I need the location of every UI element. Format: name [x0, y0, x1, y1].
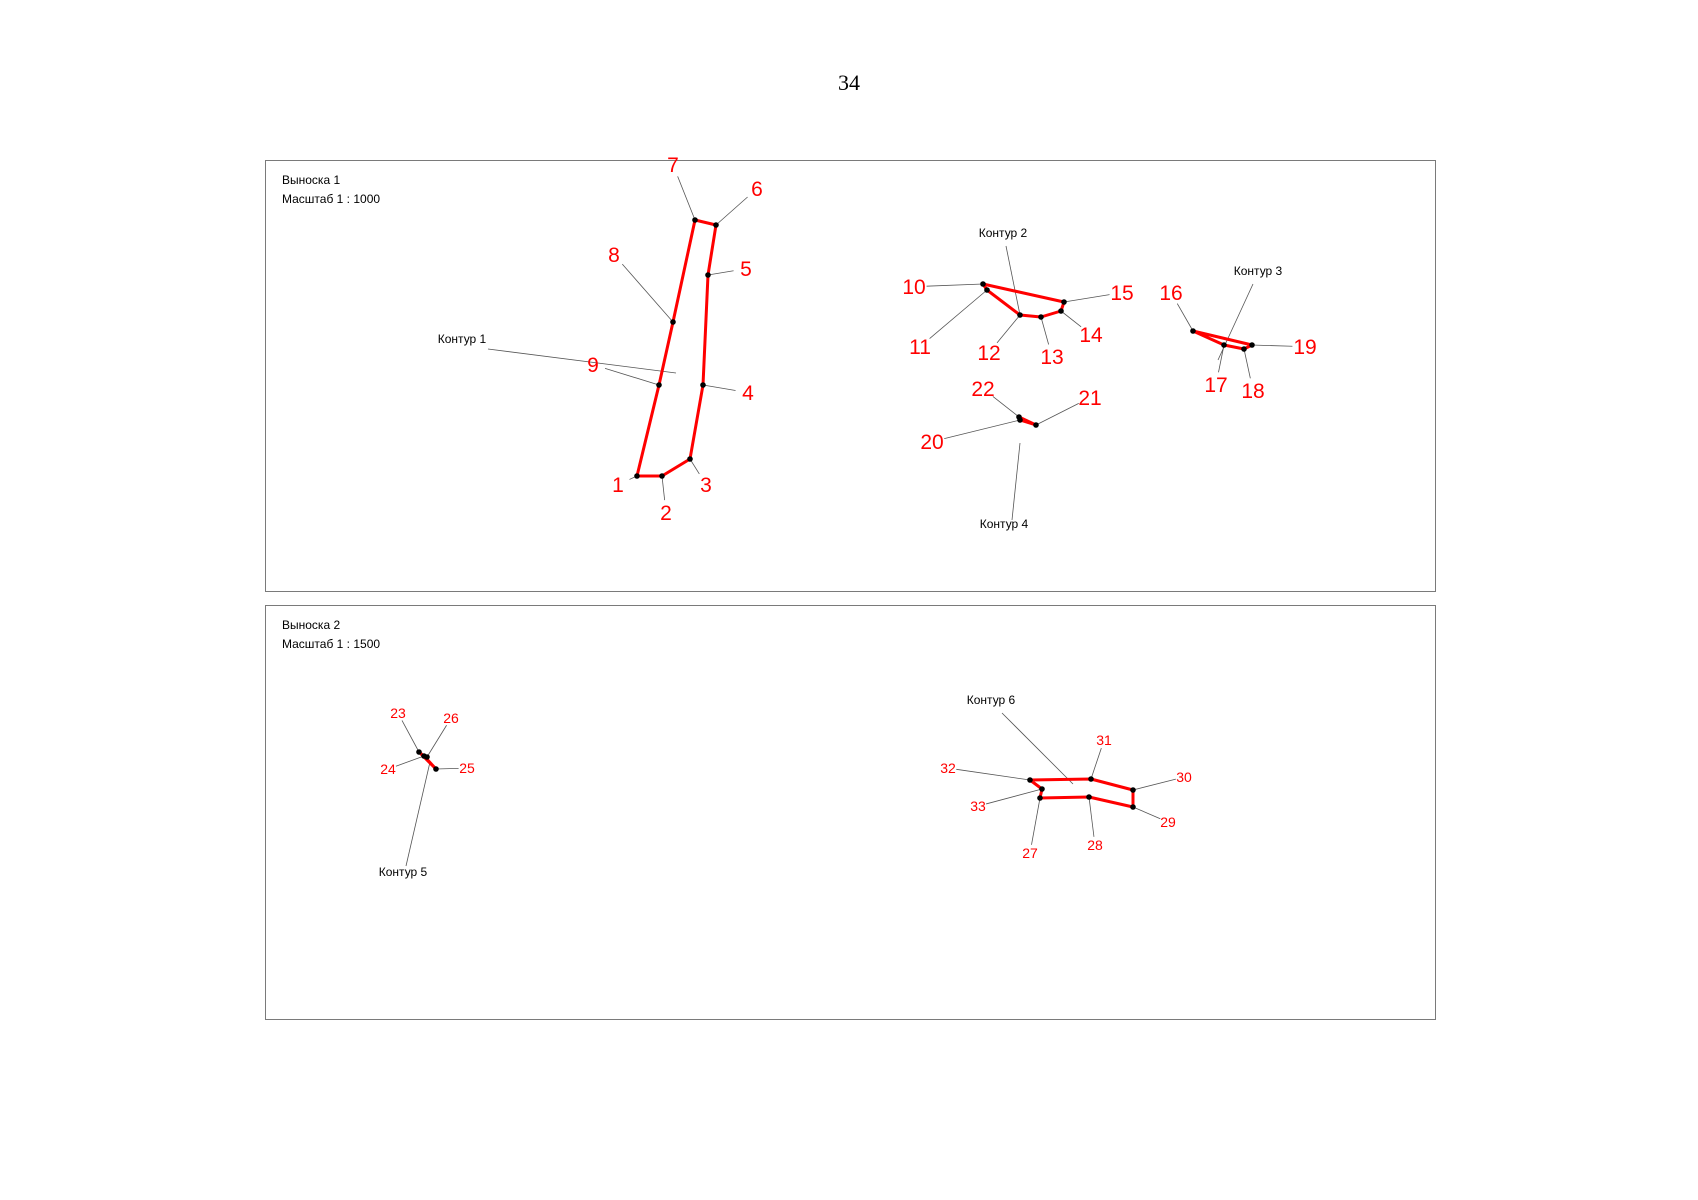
point-number-label: 26	[443, 710, 459, 726]
page-number: 34	[838, 70, 860, 95]
point-number-label: 3	[700, 474, 712, 497]
point-number-label: 18	[1241, 380, 1265, 403]
vertex-point	[1058, 308, 1064, 314]
contour-boundary	[637, 220, 716, 476]
point-leader-line	[703, 385, 736, 391]
point-number-label: 6	[751, 178, 763, 201]
vertex-point	[659, 473, 665, 479]
point-leader-line	[1177, 304, 1193, 331]
point-leader-line	[956, 769, 1030, 780]
point-number-label: 7	[667, 154, 679, 177]
point-number-label: 15	[1110, 282, 1134, 305]
vertex-point	[1039, 786, 1045, 792]
point-number-label: 22	[971, 378, 995, 401]
point-number-label: 25	[459, 760, 475, 776]
vertex-point	[1061, 299, 1067, 305]
contour-leader-line	[406, 762, 430, 866]
point-leader-line	[605, 368, 659, 385]
callout-2-title: Выноска 2	[282, 618, 341, 632]
vertex-point	[416, 749, 422, 755]
callout-1-title: Выноска 1	[282, 173, 341, 187]
contour-name-label: Контур 1	[437, 332, 487, 346]
contour-leader-line	[1002, 713, 1073, 784]
vertex-point	[634, 473, 640, 479]
vertex-point	[984, 287, 990, 293]
point-number-label: 4	[742, 382, 754, 405]
point-leader-line	[930, 290, 987, 339]
contour-boundary	[1030, 779, 1133, 807]
point-number-label: 8	[608, 244, 620, 267]
vertex-point	[1017, 312, 1023, 318]
point-number-label: 28	[1087, 837, 1103, 853]
callout-2-scale: Масштаб 1 : 1500	[282, 637, 381, 651]
vertex-point	[1249, 342, 1255, 348]
vertex-point	[1130, 787, 1136, 793]
vertex-point	[433, 766, 439, 772]
point-number-label: 2	[660, 502, 672, 525]
point-leader-line	[708, 271, 734, 275]
contour-name-label: Контур 2	[978, 226, 1028, 240]
vertex-point	[1016, 414, 1022, 420]
vertex-point	[980, 281, 986, 287]
point-leader-line	[1244, 349, 1250, 378]
point-number-label: 21	[1078, 387, 1102, 410]
vertex-point	[1190, 328, 1196, 334]
point-leader-line	[427, 725, 447, 757]
point-number-label: 24	[380, 761, 396, 777]
point-number-label: 27	[1022, 845, 1038, 861]
contour-leader-line	[488, 349, 676, 373]
vertex-point	[1033, 422, 1039, 428]
vertex-point	[1086, 794, 1092, 800]
point-number-label: 5	[740, 258, 752, 281]
vertex-point	[1088, 776, 1094, 782]
point-leader-line	[1041, 317, 1049, 345]
contour-name-label: Контур 6	[966, 693, 1016, 707]
point-leader-line	[993, 396, 1019, 417]
point-leader-line	[1032, 798, 1041, 845]
point-leader-line	[1061, 311, 1081, 327]
contour-boundary	[983, 284, 1064, 317]
vertex-point	[705, 272, 711, 278]
vertex-point	[687, 456, 693, 462]
vertex-point	[1130, 804, 1136, 810]
point-leader-line	[1133, 779, 1176, 790]
point-number-label: 13	[1040, 346, 1064, 369]
point-leader-line	[622, 264, 673, 322]
point-leader-line	[716, 197, 748, 225]
point-leader-line	[997, 315, 1020, 343]
point-number-label: 30	[1176, 769, 1192, 785]
contour-name-label: Контур 3	[1233, 264, 1283, 278]
contour-name-label: Контур 4	[979, 517, 1029, 531]
point-leader-line	[402, 720, 419, 752]
point-number-label: 10	[902, 276, 926, 299]
point-leader-line	[436, 768, 459, 769]
contour-name-label: Контур 5	[378, 865, 428, 879]
point-leader-line	[1091, 748, 1101, 779]
point-leader-line	[1089, 797, 1094, 837]
vertex-point	[670, 319, 676, 325]
point-number-label: 32	[940, 760, 956, 776]
point-number-label: 16	[1159, 282, 1183, 305]
point-leader-line	[986, 789, 1042, 804]
point-number-label: 33	[970, 798, 986, 814]
point-leader-line	[662, 476, 665, 500]
point-leader-line	[944, 420, 1020, 439]
point-number-label: 11	[909, 336, 931, 359]
point-leader-line	[927, 284, 983, 286]
vertex-point	[700, 382, 706, 388]
point-number-label: 29	[1160, 814, 1176, 830]
point-leader-line	[1064, 295, 1110, 302]
point-number-label: 23	[390, 705, 406, 721]
point-number-label: 19	[1293, 336, 1317, 359]
vertex-point	[692, 217, 698, 223]
vertex-point	[713, 222, 719, 228]
point-leader-line	[1218, 345, 1224, 372]
point-number-label: 9	[587, 354, 599, 377]
point-number-label: 12	[977, 342, 1001, 365]
vertex-point	[424, 754, 430, 760]
point-number-label: 1	[612, 474, 624, 497]
point-number-label: 14	[1079, 324, 1103, 347]
contour-leader-line	[1012, 443, 1020, 520]
point-leader-line	[396, 756, 424, 766]
point-leader-line	[1133, 807, 1160, 819]
point-number-label: 31	[1096, 732, 1112, 748]
vertex-point	[656, 382, 662, 388]
vertex-point	[1241, 346, 1247, 352]
callout-1-scale: Масштаб 1 : 1000	[282, 192, 381, 206]
point-leader-line	[1252, 345, 1292, 346]
vertex-point	[1037, 795, 1043, 801]
vertex-point	[1221, 342, 1227, 348]
point-number-label: 17	[1204, 374, 1228, 397]
vertex-point	[1038, 314, 1044, 320]
point-leader-line	[1036, 403, 1079, 425]
point-leader-line	[678, 176, 695, 220]
vertex-point	[1027, 777, 1033, 783]
point-number-label: 20	[920, 431, 944, 454]
